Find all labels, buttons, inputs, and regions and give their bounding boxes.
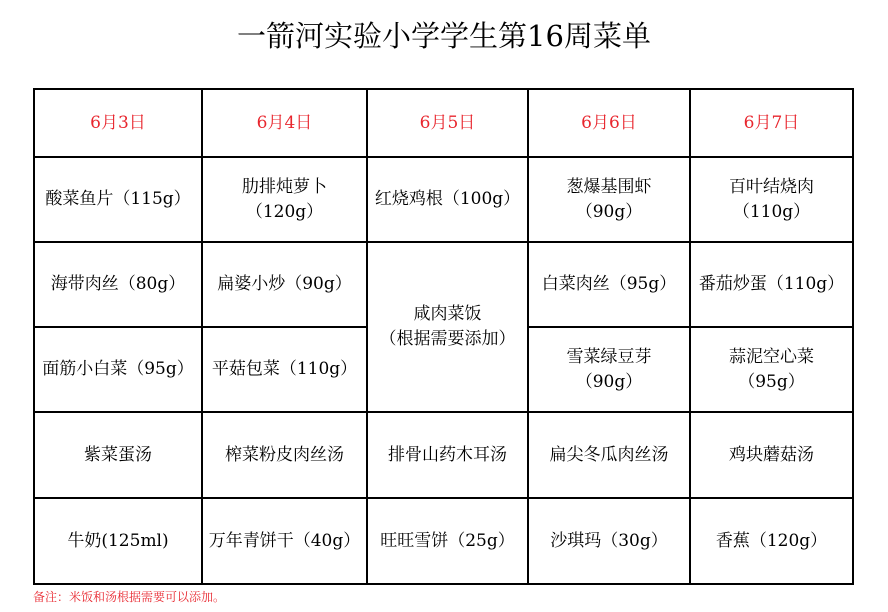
date-header-cell (34, 89, 202, 157)
dish-cell (367, 157, 528, 242)
dish-name: 咸肉菜饭 (413, 304, 482, 324)
snack-row (34, 498, 853, 584)
dish-note: （根据需要添加） (379, 329, 516, 349)
dish-name: 扁婆小炒（90g） (217, 274, 352, 294)
dish-name: 白菜肉丝（95g） (541, 274, 677, 294)
soup-cell (528, 412, 690, 498)
menu-title: 一箭河实验小学学生第16周菜单 (237, 19, 651, 53)
main-dish-row-1 (34, 157, 853, 242)
soup-cell (202, 412, 367, 498)
weekly-menu-table (33, 88, 854, 585)
soup-name: 鸡块蘑菇汤 (729, 444, 814, 465)
date-label: 6月7日 (743, 112, 800, 133)
snack-cell (367, 498, 528, 584)
dish-weight: （95g） (738, 371, 805, 392)
date-header-cell (528, 89, 690, 157)
soup-name: 扁尖冬瓜肉丝汤 (549, 444, 669, 465)
snack-cell (690, 498, 853, 584)
soup-name: 榨菜粉皮肉丝汤 (225, 444, 344, 465)
dish-cell (34, 157, 202, 242)
dish-cell (528, 327, 690, 412)
snack-name: 香蕉（120g） (715, 530, 828, 551)
snack-name: 牛奶(125ml) (67, 530, 169, 551)
dish-weight: （90g） (575, 371, 643, 392)
dish-cell (690, 327, 853, 412)
footnote: 备注：米饭和汤根据需要可以添加。 (33, 590, 226, 604)
side-dish-row-1 (34, 242, 853, 327)
soup-name: 排骨山药木耳汤 (388, 444, 507, 465)
date-label: 6月4日 (256, 112, 313, 133)
dish-cell (202, 157, 367, 242)
dish-name: 酸菜鱼片（115g） (45, 189, 191, 209)
dish-name: 葱爆基围虾 (566, 176, 652, 197)
dish-cell (34, 327, 202, 412)
dish-weight: （110g） (732, 201, 811, 222)
dish-cell (690, 242, 853, 327)
dish-cell (690, 157, 853, 242)
dish-name: 平菇包菜（110g） (211, 359, 358, 379)
snack-cell (528, 498, 690, 584)
dish-name: 红烧鸡根（100g） (374, 189, 521, 209)
dish-cell (202, 327, 367, 412)
dish-weight: （90g） (575, 201, 643, 222)
dish-cell (202, 242, 367, 327)
dish-name: 面筋小白菜（95g） (42, 359, 194, 379)
dish-weight: （120g） (245, 201, 324, 222)
snack-cell (202, 498, 367, 584)
dish-cell (34, 242, 202, 327)
date-label: 6月5日 (419, 112, 476, 133)
dish-name: 蒜泥空心菜 (729, 346, 814, 367)
dish-cell (528, 242, 690, 327)
rice-dish-cell (367, 242, 528, 412)
snack-name: 万年青饼干（40g） (208, 530, 361, 551)
date-header-cell (690, 89, 853, 157)
date-header-row (34, 89, 853, 157)
date-label: 6月6日 (581, 112, 637, 133)
soup-name: 紫菜蛋汤 (84, 444, 152, 465)
date-header-cell (202, 89, 367, 157)
date-label: 6月3日 (90, 112, 146, 133)
dish-name: 海带肉丝（80g） (50, 274, 186, 294)
dish-name: 番茄炒蛋（110g） (698, 274, 845, 294)
soup-cell (34, 412, 202, 498)
soup-cell (367, 412, 528, 498)
snack-name: 沙琪玛（30g） (550, 530, 668, 551)
dish-name: 雪菜绿豆芽 (566, 346, 652, 367)
snack-name: 旺旺雪饼（25g） (380, 530, 515, 551)
date-header-cell (367, 89, 528, 157)
soup-row (34, 412, 853, 498)
dish-name: 肋排炖萝卜 (242, 176, 327, 197)
soup-cell (690, 412, 853, 498)
dish-cell (528, 157, 690, 242)
dish-name: 百叶结烧肉 (729, 176, 814, 197)
snack-cell (34, 498, 202, 584)
